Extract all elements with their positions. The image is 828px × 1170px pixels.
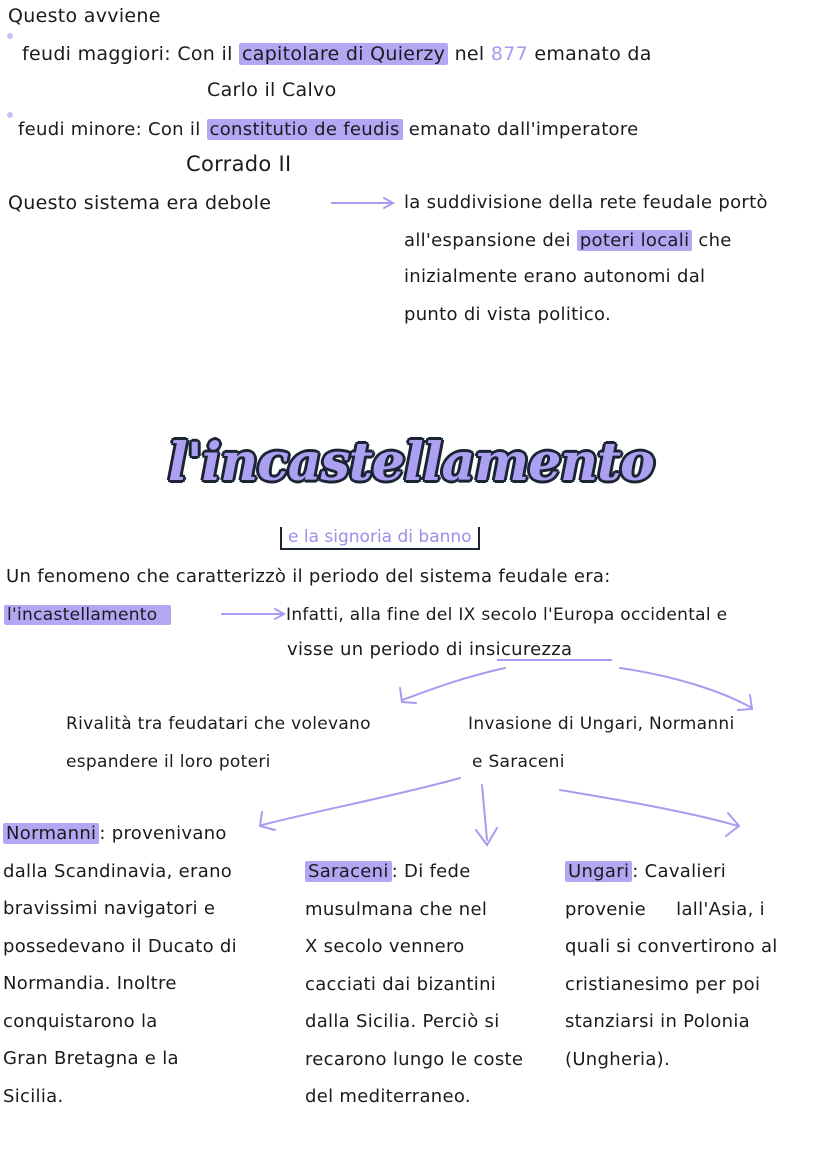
ungari-line: provenie lall'Asia, i: [565, 898, 765, 920]
normanni-line: bravissimi navigatori e: [3, 898, 216, 919]
intro-text: Questo avviene: [8, 5, 161, 27]
highlight-constitutio: constitutio de feudis: [207, 119, 403, 140]
bullet-mid: nel: [454, 43, 485, 65]
saraceni-line: recarono lungo le coste: [305, 1048, 524, 1070]
bullet-dot-icon: [7, 112, 13, 118]
saraceni-line: X secolo vennero: [305, 936, 465, 957]
arrow-to-rivalita: [400, 668, 505, 703]
bullet-prefix: Con il: [148, 119, 201, 140]
cause-invasione-line-2: e Saraceni: [472, 752, 565, 772]
bullet-suffix: emanato dall'imperatore: [408, 119, 639, 140]
arrow-to-normanni: [260, 778, 460, 830]
section-subtitle: e la signoria di banno: [280, 527, 480, 550]
normanni-heading: [3, 815, 237, 853]
explanation-text: visse un periodo di: [287, 639, 463, 660]
saraceni-line: cacciati dai bizantini: [305, 973, 497, 995]
saraceni-sep: : Di fede: [391, 861, 471, 882]
effect-line-3: inizialmente erano autonomi dal: [404, 266, 706, 287]
highlight-poteri-locali: poteri locali: [577, 230, 693, 251]
section-title: l'incastellamento: [168, 432, 654, 493]
arrow-cause-effect: [332, 198, 393, 208]
bullet-label: feudi maggiori:: [22, 43, 171, 65]
arrow-to-ungari: [560, 790, 739, 836]
year-877: 877: [490, 43, 529, 65]
saraceni-heading: [305, 853, 523, 891]
ungari-heading: [565, 853, 778, 891]
insicurezza-term: insicurezza: [468, 639, 573, 660]
effect-line-2: [404, 229, 732, 253]
bullet-suffix: emanato da: [534, 43, 652, 65]
bullet-continuation: Corrado II: [186, 152, 292, 176]
highlight-saraceni: Saraceni: [305, 861, 392, 882]
saraceni-line: dalla Sicilia. Perciò si: [305, 1011, 500, 1032]
highlight-normanni: Normanni: [3, 823, 99, 844]
cause-invasione-line-1: Invasione di Ungari, Normanni: [468, 714, 735, 734]
arrow-to-saraceni: [476, 785, 497, 845]
normanni-line: possedevano il Ducato di: [3, 935, 237, 957]
highlight-ungari: Ungari: [565, 861, 632, 882]
normanni-sep: : provenivano: [99, 823, 227, 844]
normanni-line: Sicilia.: [3, 1085, 64, 1107]
saraceni-line: del mediterraneo.: [305, 1086, 471, 1107]
normanni-column: [3, 815, 237, 1115]
ungari-line: (Ungheria).: [565, 1048, 670, 1070]
effect-text: che: [698, 230, 732, 251]
saraceni-column: [305, 853, 523, 1116]
normanni-line: conquistarono la: [3, 1010, 158, 1032]
effect-line-4: punto di vista politico.: [404, 304, 612, 325]
effect-line-1: la suddivisione della rete feudale portò: [404, 192, 768, 213]
ungari-line: cristianesimo per poi: [565, 973, 761, 995]
term-label: [4, 603, 171, 627]
ungari-sep: : Cavalieri: [632, 861, 727, 882]
normanni-line: dalla Scandinavia, erano: [3, 860, 233, 882]
bullet-dot-icon: [7, 33, 13, 39]
ungari-column: [565, 853, 778, 1078]
bullet-label: feudi minore:: [18, 119, 142, 140]
highlight-capitolare: capitolare di Quierzy: [239, 43, 448, 65]
arrow-term-explanation: [222, 609, 284, 619]
highlight-incastellamento: l'incastellamento: [4, 605, 171, 625]
ungari-line: stanziarsi in Polonia: [565, 1011, 750, 1032]
bullet-continuation: Carlo il Calvo: [207, 79, 337, 101]
section2-intro: Un fenomeno che caratterizzò il periodo del sistema feudale era:: [6, 566, 611, 587]
normanni-line: Gran Bretagna e la: [3, 1048, 179, 1069]
explanation-line-2: [287, 638, 572, 662]
normanni-line: Normandia. Inoltre: [3, 973, 177, 994]
bullet-feudi-minore: [18, 118, 639, 142]
bullet-feudi-maggiori: [22, 42, 652, 66]
bullet-prefix: Con il: [177, 43, 233, 65]
effect-text: all'espansione dei: [404, 230, 571, 251]
explanation-line-1: Infatti, alla fine del IX secolo l'Europa occidental e: [286, 605, 728, 625]
ungari-line: quali si convertirono al: [565, 936, 778, 957]
cause-rivalita-line-1: Rivalità tra feudatari che volevano: [66, 714, 371, 734]
saraceni-line: musulmana che nel: [305, 898, 488, 920]
cause-rivalita-line-2: espandere il loro poteri: [66, 752, 271, 772]
arrow-to-invasione: [620, 668, 752, 710]
cause-text: Questo sistema era debole: [8, 192, 272, 214]
